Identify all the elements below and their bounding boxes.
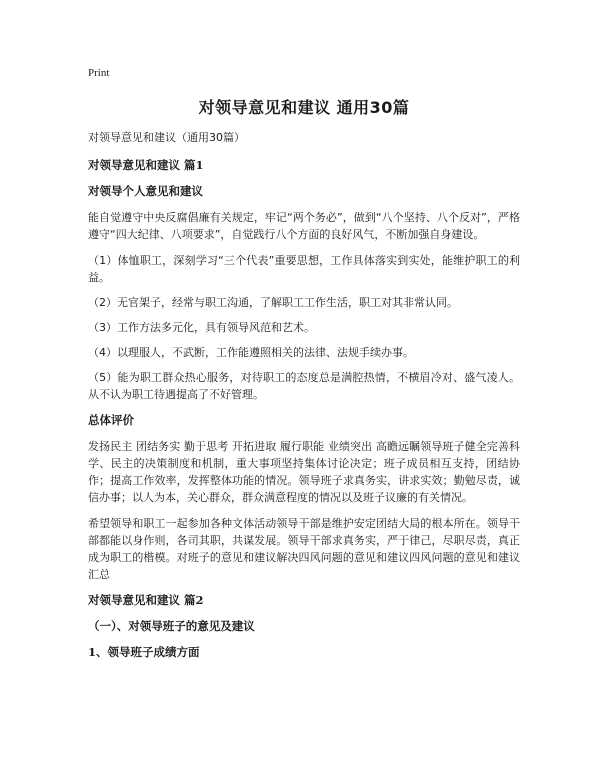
list-item: （4）以理服人，不武断，工作能遵照相关的法律、法规手续办事。	[88, 346, 414, 359]
overall-heading: 总体评价	[88, 413, 134, 427]
overall-paragraph: 发扬民主 团结务实 勤于思考 开拓进取 履行职能 业绩突出 高瞻远瞩领导班子健全完善科学、民主的决策制度和机制，重大事项坚持集体讨论决定；班子成员相互支持，团结协作；提高工作效率，发挥整体功能的情况。领导班子求真务实，讲求实效；勤勉尽责，诚信办事；以人为本，关心群众，群众满意程度的情况以及班子议廉的有关情况。	[88, 440, 520, 504]
list-item: （1）体恤职工，深刻学习“三个代表”重要思想，工作具体落实到实处，能维护职工的利益。	[88, 254, 520, 284]
section-subsubheading-2: 1、领导班子成绩方面	[88, 645, 200, 659]
intro-paragraph: 能自觉遵守中央反腐倡廉有关规定，牢记“两个务必”，做到“八个坚持、八个反对”，严格遵守“四大纪律、八项要求”，自觉践行八个方面的良好风气，不断加强自身建设。	[88, 211, 520, 241]
section-subheading-2: （一）、对领导班子的意见及建议	[88, 619, 255, 633]
list-item: （2）无官架子，经常与职工沟通，了解职工工作生活，职工对其非常认同。	[88, 296, 458, 309]
section-subheading-1: 对领导个人意见和建议	[88, 184, 203, 198]
list-item: （3）工作方法多元化，具有领导风范和艺术。	[88, 321, 315, 334]
section-heading-2: 对领导意见和建议 篇2	[88, 593, 204, 607]
section-heading-1: 对领导意见和建议 篇1	[88, 158, 204, 172]
list-item: （5）能为职工群众热心服务，对待职工的态度总是满腔热情，不横眉冷对、盛气凌人。从不认为职工待遇提高了不好管理。	[88, 371, 520, 401]
document-title: 对领导意见和建议 通用30篇	[198, 98, 410, 117]
overall-paragraph: 希望领导和职工一起参加各种文体活动领导干部是维护安定团结大局的根本所在。领导干部都能以身作则，各司其职，共谋发展。领导干部求真务实，严于律己，尽职尽责，真正成为职工的楷模。对班子的意见和建议解决四风问题的意见和建议四风问题的意见和建议汇总	[88, 517, 520, 581]
document-subtitle: 对领导意见和建议（通用30篇）	[88, 131, 245, 144]
document-page	[88, 66, 520, 670]
print-label: Print	[88, 67, 110, 79]
